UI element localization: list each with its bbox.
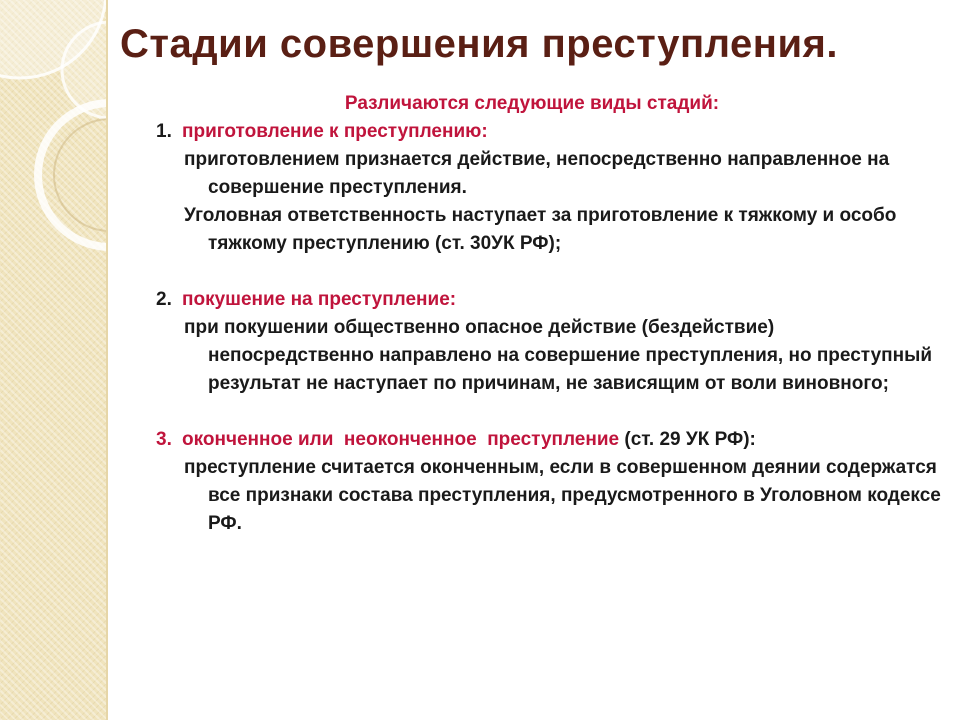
item-1-number: 1. — [156, 121, 172, 142]
sidebar-divider — [106, 0, 108, 720]
item-1-title: приготовление к преступлению: — [182, 121, 488, 142]
item-1-paragraph-2: Уголовная ответственность наступает за приготовление к тяжкому и особо тяжкому преступлению (ст. 30УК РФ); — [184, 205, 897, 254]
slide-content — [152, 90, 942, 538]
circles-ornament — [0, 0, 106, 720]
item-2-number: 2. — [156, 289, 172, 310]
decorative-sidebar — [0, 0, 106, 720]
item-3-paragraph-1: преступление считается оконченным, если в совершенном деянии содержатся все признаки состава преступления, предусмотренного в Уголовном кодексе РФ. — [184, 457, 941, 534]
slide-title: Стадии совершения преступления. — [120, 22, 838, 66]
item-3-number: 3. — [156, 429, 172, 450]
slide-subtitle: Различаются следующие виды стадий: — [344, 93, 720, 114]
item-3-heading — [152, 426, 942, 454]
ornament-ring-inner — [54, 119, 106, 231]
item-3-title: оконченное или неоконченное преступление — [182, 429, 620, 450]
spacer — [152, 258, 942, 286]
item-2-title: покушение на преступление: — [182, 289, 457, 310]
item-1-paragraph-1: приготовлением признается действие, непосредственно направленное на совершение преступления. — [184, 149, 890, 198]
item-1-heading — [152, 118, 942, 146]
item-2-heading — [152, 286, 942, 314]
ornament-ring-large — [38, 103, 106, 247]
item-3-article-ref: (ст. 29 УК РФ): — [624, 429, 756, 450]
spacer — [152, 398, 942, 426]
item-2-paragraph-1: при покушении общественно опасное действие (бездействие) непосредственно направлено на совершение преступления, но преступный результат не наступает по причинам, не зависящим от воли виновного; — [184, 317, 933, 394]
